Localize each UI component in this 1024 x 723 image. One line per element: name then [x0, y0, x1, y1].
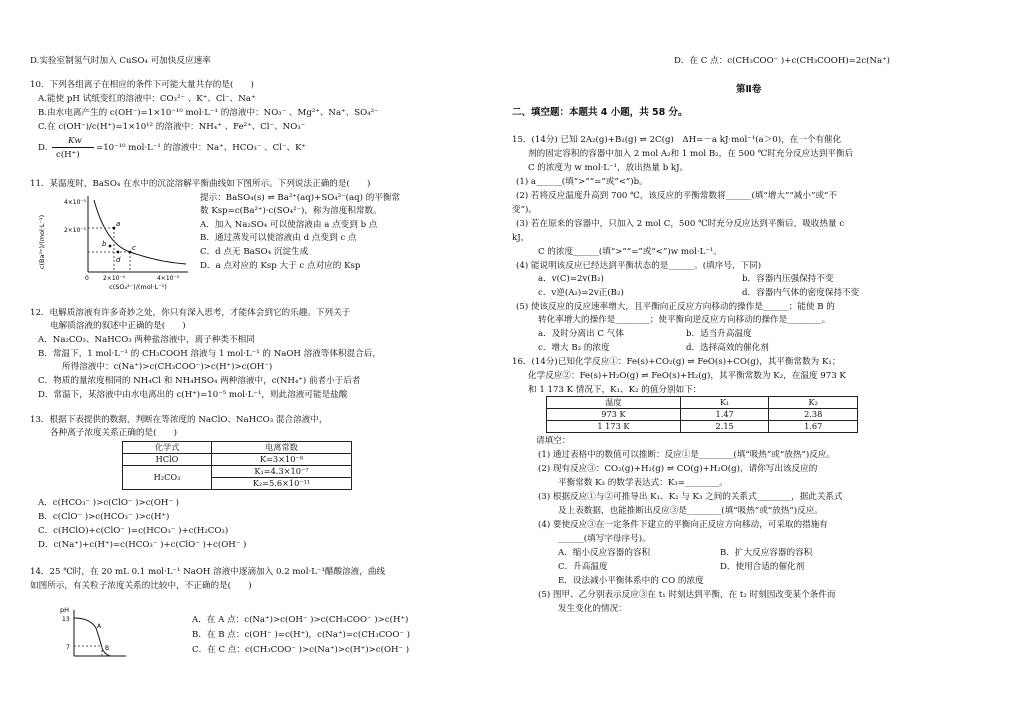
- q15-part-2: (2) 若将反应温度升高到 700 ℃，该反应的平衡常数将______(填“增大”“减小”或“不: [516, 191, 837, 201]
- q15-5-option-b: b．适当升高温度: [686, 329, 752, 339]
- question-14-line2: 如图所示，有关粒子浓度关系的比较中，不正确的是( ): [30, 581, 252, 591]
- q15-part-4: (4) 能说明该反应已经达到平衡状态的是______。(填序号，下同): [516, 261, 762, 271]
- section-heading: 第Ⅱ卷: [736, 84, 762, 95]
- q16-part-5: (5) 图甲、乙分别表示反应③在 t₁ 时刻达到平衡，在 t₂ 时刻因改变某个条件而: [538, 590, 836, 600]
- q16-part-4-line2: ______(填写字母序号)。: [558, 534, 651, 544]
- question-13-line2: 各种离子浓度关系正确的是( ): [50, 428, 178, 438]
- table-cell: HClO: [123, 454, 212, 466]
- point-b-label: b: [102, 240, 107, 248]
- q15-4-option-a: a．v(C)=2v(B₂): [538, 274, 604, 284]
- table-cell: 1 173 K: [547, 421, 681, 433]
- table-header: K₂: [769, 397, 858, 409]
- q12-option-b-line2: 所得溶液中：c(Na⁺)>c(CH₃COO⁻)>c(H⁺)>c(OH⁻): [62, 362, 273, 372]
- x-axis-label: c(SO₄²⁻)/(mol·L⁻¹): [109, 283, 167, 291]
- point-b-marker: [109, 245, 112, 248]
- q12-option-c: C．物质的量浓度相同的 NH₄Cl 和 NH₄HSO₄ 两种溶液中，c(NH₄⁺) 前者小于后者: [38, 376, 361, 386]
- table-cell: 973 K: [547, 409, 681, 421]
- table-header: K₁: [680, 397, 769, 409]
- q11-option-a: A．加入 Na₂SO₄ 可以使溶液由 a 点变到 b 点: [200, 220, 378, 230]
- x-tick-label: 4×10⁻⁵: [156, 275, 180, 282]
- table-cell: 2.38: [769, 409, 858, 421]
- question-12: 12．电解质溶液有许多奇妙之处，你只有深入思考，才能体会到它的乐趣。下列关于: [30, 308, 351, 318]
- q16-4-option-a: A．缩小反应容器的容积: [558, 548, 651, 558]
- table-header: 电离常数: [212, 442, 352, 454]
- q15-part-3-line2: kJ，: [512, 233, 530, 243]
- q15-part-5-line2: 转化率增大的操作是________；使平衡向逆反应方向移动的操作是________。: [538, 315, 831, 325]
- fraction-bar: [52, 147, 94, 148]
- q13-option-c: C．c(HClO)+c(ClO⁻ )=c(HCO₃⁻ )+c(H₂CO₃): [38, 526, 229, 536]
- titration-curve-graph: [60, 606, 130, 662]
- q10-d-numerator: Kw: [68, 136, 82, 146]
- q15-part-1: (1) a______(填“>”“=”或“<”)b。: [516, 177, 648, 187]
- fill-instruction: 请填空：: [536, 436, 571, 446]
- y-tick-label: 7: [66, 644, 70, 651]
- q13-option-b: B．c(ClO⁻ )>c(HCO₃⁻ )>c(H⁺): [38, 512, 170, 522]
- table-cell: K₁=4.3×10⁻⁷: [212, 466, 352, 478]
- q16-part-4: (4) 要使反应③在一定条件下建立的平衡向正反应方向移动，可采取的措施有: [538, 520, 828, 530]
- q16-4-option-b: B．扩大反应容器的容积: [720, 548, 813, 558]
- option-d-prev: D.实验室制氢气时加入 CuSO₄ 可加快反应速率: [30, 56, 211, 66]
- point-d-marker: [117, 251, 120, 254]
- equilibrium-constant-table: [546, 396, 858, 433]
- origin-label: 0: [85, 275, 89, 282]
- question-14: 14．25 ℃时，在 20 mL 0.1 mol·L⁻¹ NaOH 溶液中逐滴加入 0.2 mol·L⁻¹醋酸溶液，曲线: [30, 567, 386, 577]
- q10-option-a: A.能使 pH 试纸变红的溶液中：CO₃²⁻ 、K⁺、Cl⁻、Na⁺: [38, 94, 256, 104]
- solubility-curve-graph: [38, 192, 198, 292]
- q16-4-option-c: C．升高温度: [558, 562, 608, 572]
- q11-option-c: C．d 点无 BaSO₄ 沉淀生成: [200, 247, 309, 257]
- point-a-marker: [113, 227, 116, 230]
- table-cell: K₂=5.6×10⁻¹¹: [212, 478, 352, 490]
- q16-4-option-e: E．设法减小平衡体系中的 CO 的浓度: [558, 576, 704, 586]
- q12-option-b: B．常温下，1 mol·L⁻¹ 的 CH₃COOH 溶液与 1 mol·L⁻¹ 的 NaOH 溶液等体积混合后，: [38, 349, 381, 359]
- q10-option-b: B.由水电离产生的 c(OH⁻)=1×10⁻¹⁰ mol·L⁻¹ 的溶液中：NO₃⁻ 、Mg²⁺、Na⁺、SO₄²⁻: [38, 108, 379, 118]
- q11-hint-1: 提示：BaSO₄(s) ⇌ Ba²⁺(aq)+SO₄²⁻(aq) 的平衡常: [200, 193, 401, 203]
- q14-option-b: B．在 B 点：c(OH⁻ )=c(H⁺)，c(Na⁺)=c(CH₃COO⁻ ): [192, 630, 411, 640]
- q16-part-2: (2) 现有反应③：CO₂(g)+H₂(g) ⇌ CO(g)+H₂O(g)，请你写出该反应的: [538, 464, 818, 474]
- question-13: 13．根据下表提供的数据，判断在等浓度的 NaClO、NaHCO₃ 混合溶液中，: [30, 415, 328, 425]
- q15-4-option-d: d．容器内气体的密度保持不变: [742, 288, 860, 298]
- question-16-line2: 化学反应②：Fe(s)+H₂O(g) ⇌ FeO(s)+H₂(g)，其平衡常数为 K₂，在温度 973 K: [528, 371, 846, 381]
- question-10: 10．下列各组离子在相应的条件下可能大量共存的是( ): [30, 80, 254, 90]
- table-cell: H₂CO₃: [123, 466, 212, 490]
- q15-4-option-c: c．v逆(A₂)=2v正(B₂): [538, 288, 624, 298]
- q12-option-d: D．常温下，某溶液中由水电离出的 c(H⁺)=10⁻⁵ mol·L⁻¹，则此溶液可能是盐酸: [38, 390, 348, 400]
- ionization-constant-table: [122, 441, 352, 490]
- q16-part-2-line2: 平衡常数 K₃ 的数学表达式：K₃=________。: [558, 478, 728, 488]
- q14-option-a: A．在 A 点：c(Na⁺)>c(OH⁻ )>c(CH₃COO⁻ )>c(H⁺): [192, 615, 409, 625]
- q14-option-c: C．在 C 点：c(CH₃COO⁻ )>c(Na⁺)>c(H⁺)>c(OH⁻ ): [192, 645, 410, 655]
- q15-4-option-b: b．容器内压强保持不变: [742, 274, 834, 284]
- point-c-marker: [129, 251, 132, 254]
- q15-part-2-line2: 变”)。: [512, 205, 537, 215]
- x-tick-label: 2×10⁻⁵: [102, 275, 126, 282]
- table-cell: 2.15: [680, 421, 769, 433]
- q16-part-1: (1) 通过表格中的数值可以推断：反应①是________(填“吸热”或“放热”)反应。: [538, 450, 835, 460]
- q15-part-3-line3: C 的浓度______(填“>”“=”或“<”)w mol·L⁻¹。: [538, 247, 722, 257]
- q16-part-3-line2: 及上表数据，也能推断出反应③是________(填“吸热”或“放热”)反应。: [558, 506, 823, 516]
- fill-in-title: 二、填空题：本题共 4 小题，共 58 分。: [512, 107, 688, 118]
- point-a-label: a: [116, 220, 121, 228]
- q15-5-option-a: a．及时分离出 C 气体: [538, 329, 624, 339]
- q11-option-d: D．a 点对应的 Ksp 大于 c 点对应的 Ksp: [200, 261, 361, 271]
- question-16-line3: 和 1 173 K 情况下，K₁、K₂ 的值分别如下：: [528, 385, 702, 395]
- table-header: 化学式: [123, 442, 212, 454]
- y-axis-label: pH: [60, 606, 70, 614]
- q15-5-option-c: c．增大 B₂ 的浓度: [538, 343, 610, 353]
- question-12-line2: 电解质溶液的叙述中正确的是( ): [50, 321, 186, 331]
- equilibrium-curve: [94, 200, 186, 264]
- y-axis-label: c(Ba²⁺)/(mol·L⁻¹): [38, 214, 46, 270]
- table-cell: 1.67: [769, 421, 858, 433]
- question-15: 15．(14分) 已知 2A₂(g)+B₂(g) ⇌ 2C(g) ΔH=－a kJ·mol⁻¹(a＞0)，在一个有催化: [512, 135, 842, 145]
- q13-option-d: D．c(Na⁺)+c(H⁺)=c(HCO₃⁻ )+c(ClO⁻ )+c(OH⁻ ): [38, 540, 247, 550]
- point-a-label: A: [97, 623, 102, 630]
- table-header: 温度: [547, 397, 681, 409]
- q16-part-5-line2: 发生变化的情况：: [558, 604, 627, 614]
- q15-part-5: (5) 使该反应的反应速率增大，且平衡向正反应方向移动的操作是______；能使 B 的: [516, 302, 835, 312]
- table-cell: 1.47: [680, 409, 769, 421]
- q12-option-a: A．Na₂CO₃、NaHCO₃ 两种盐溶液中，离子种类不相同: [38, 335, 255, 345]
- question-11: 11．某温度时，BaSO₄ 在水中的沉淀溶解平衡曲线如下图所示。下列说法正确的是( ): [30, 179, 371, 189]
- q16-4-option-d: D．使用合适的催化剂: [720, 562, 805, 572]
- q15-part-3: (3) 若在原来的容器中，只加入 2 mol C，500 ℃时充分反应达到平衡后，吸收热量 c: [516, 219, 845, 229]
- question-16: 16．(14分)已知化学反应①：Fe(s)+CO₂(g) ⇌ FeO(s)+CO(g)，其平衡常数为 K₁；: [512, 357, 841, 367]
- y-tick-label: 2×10⁻⁵: [63, 227, 86, 234]
- question-15-line3: C 的浓度为 w mol·L⁻¹，放出热量 b kJ。: [528, 163, 689, 173]
- q13-option-a: A．c(HCO₃⁻ )>c(ClO⁻ )>c(OH⁻ ): [38, 498, 180, 508]
- y-tick-label: 4×10⁻⁵: [63, 199, 86, 206]
- point-c-label: c: [132, 244, 136, 252]
- q11-hint-2: 数 Ksp=c(Ba²⁺)·c(SO₄²⁻)，称为溶度积常数。: [200, 206, 382, 216]
- y-tick-label: 13: [62, 616, 70, 623]
- q10-d-denominator: c(H⁺): [56, 150, 80, 160]
- table-cell: K=3×10⁻⁸: [212, 454, 352, 466]
- q10-option-d-label: D.: [38, 143, 48, 153]
- question-15-line2: 剂的固定容积的容器中加入 2 mol A₂和 1 mol B₂，在 500 ℃时充分反应达到平衡后: [528, 149, 854, 159]
- point-d-label: d: [116, 256, 121, 264]
- q11-option-b: B．通过蒸发可以使溶液由 d 点变到 c 点: [200, 233, 357, 243]
- point-b-label: B: [105, 645, 110, 652]
- q16-part-3: (3) 根据反应①与②可推导出 K₁、K₂ 与 K₃ 之间的关系式________，据此关系式: [538, 492, 843, 502]
- q14-option-d: D．在 C 点：c(CH₃COO⁻ )+c(CH₃COOH)=2c(Na⁺): [674, 56, 891, 66]
- q10-d-rest: =10⁻¹⁰ mol·L⁻¹ 的溶液中：Na⁺、HCO₃⁻ 、Cl⁻、K⁺: [96, 143, 307, 153]
- q15-5-option-d: d．选择高效的催化剂: [686, 343, 769, 353]
- q10-option-c: C.在 c(OH⁻)/c(H⁺)=1×10¹² 的溶液中：NH₄⁺ 、Fe²⁺、Cl⁻、NO₃⁻: [38, 122, 306, 132]
